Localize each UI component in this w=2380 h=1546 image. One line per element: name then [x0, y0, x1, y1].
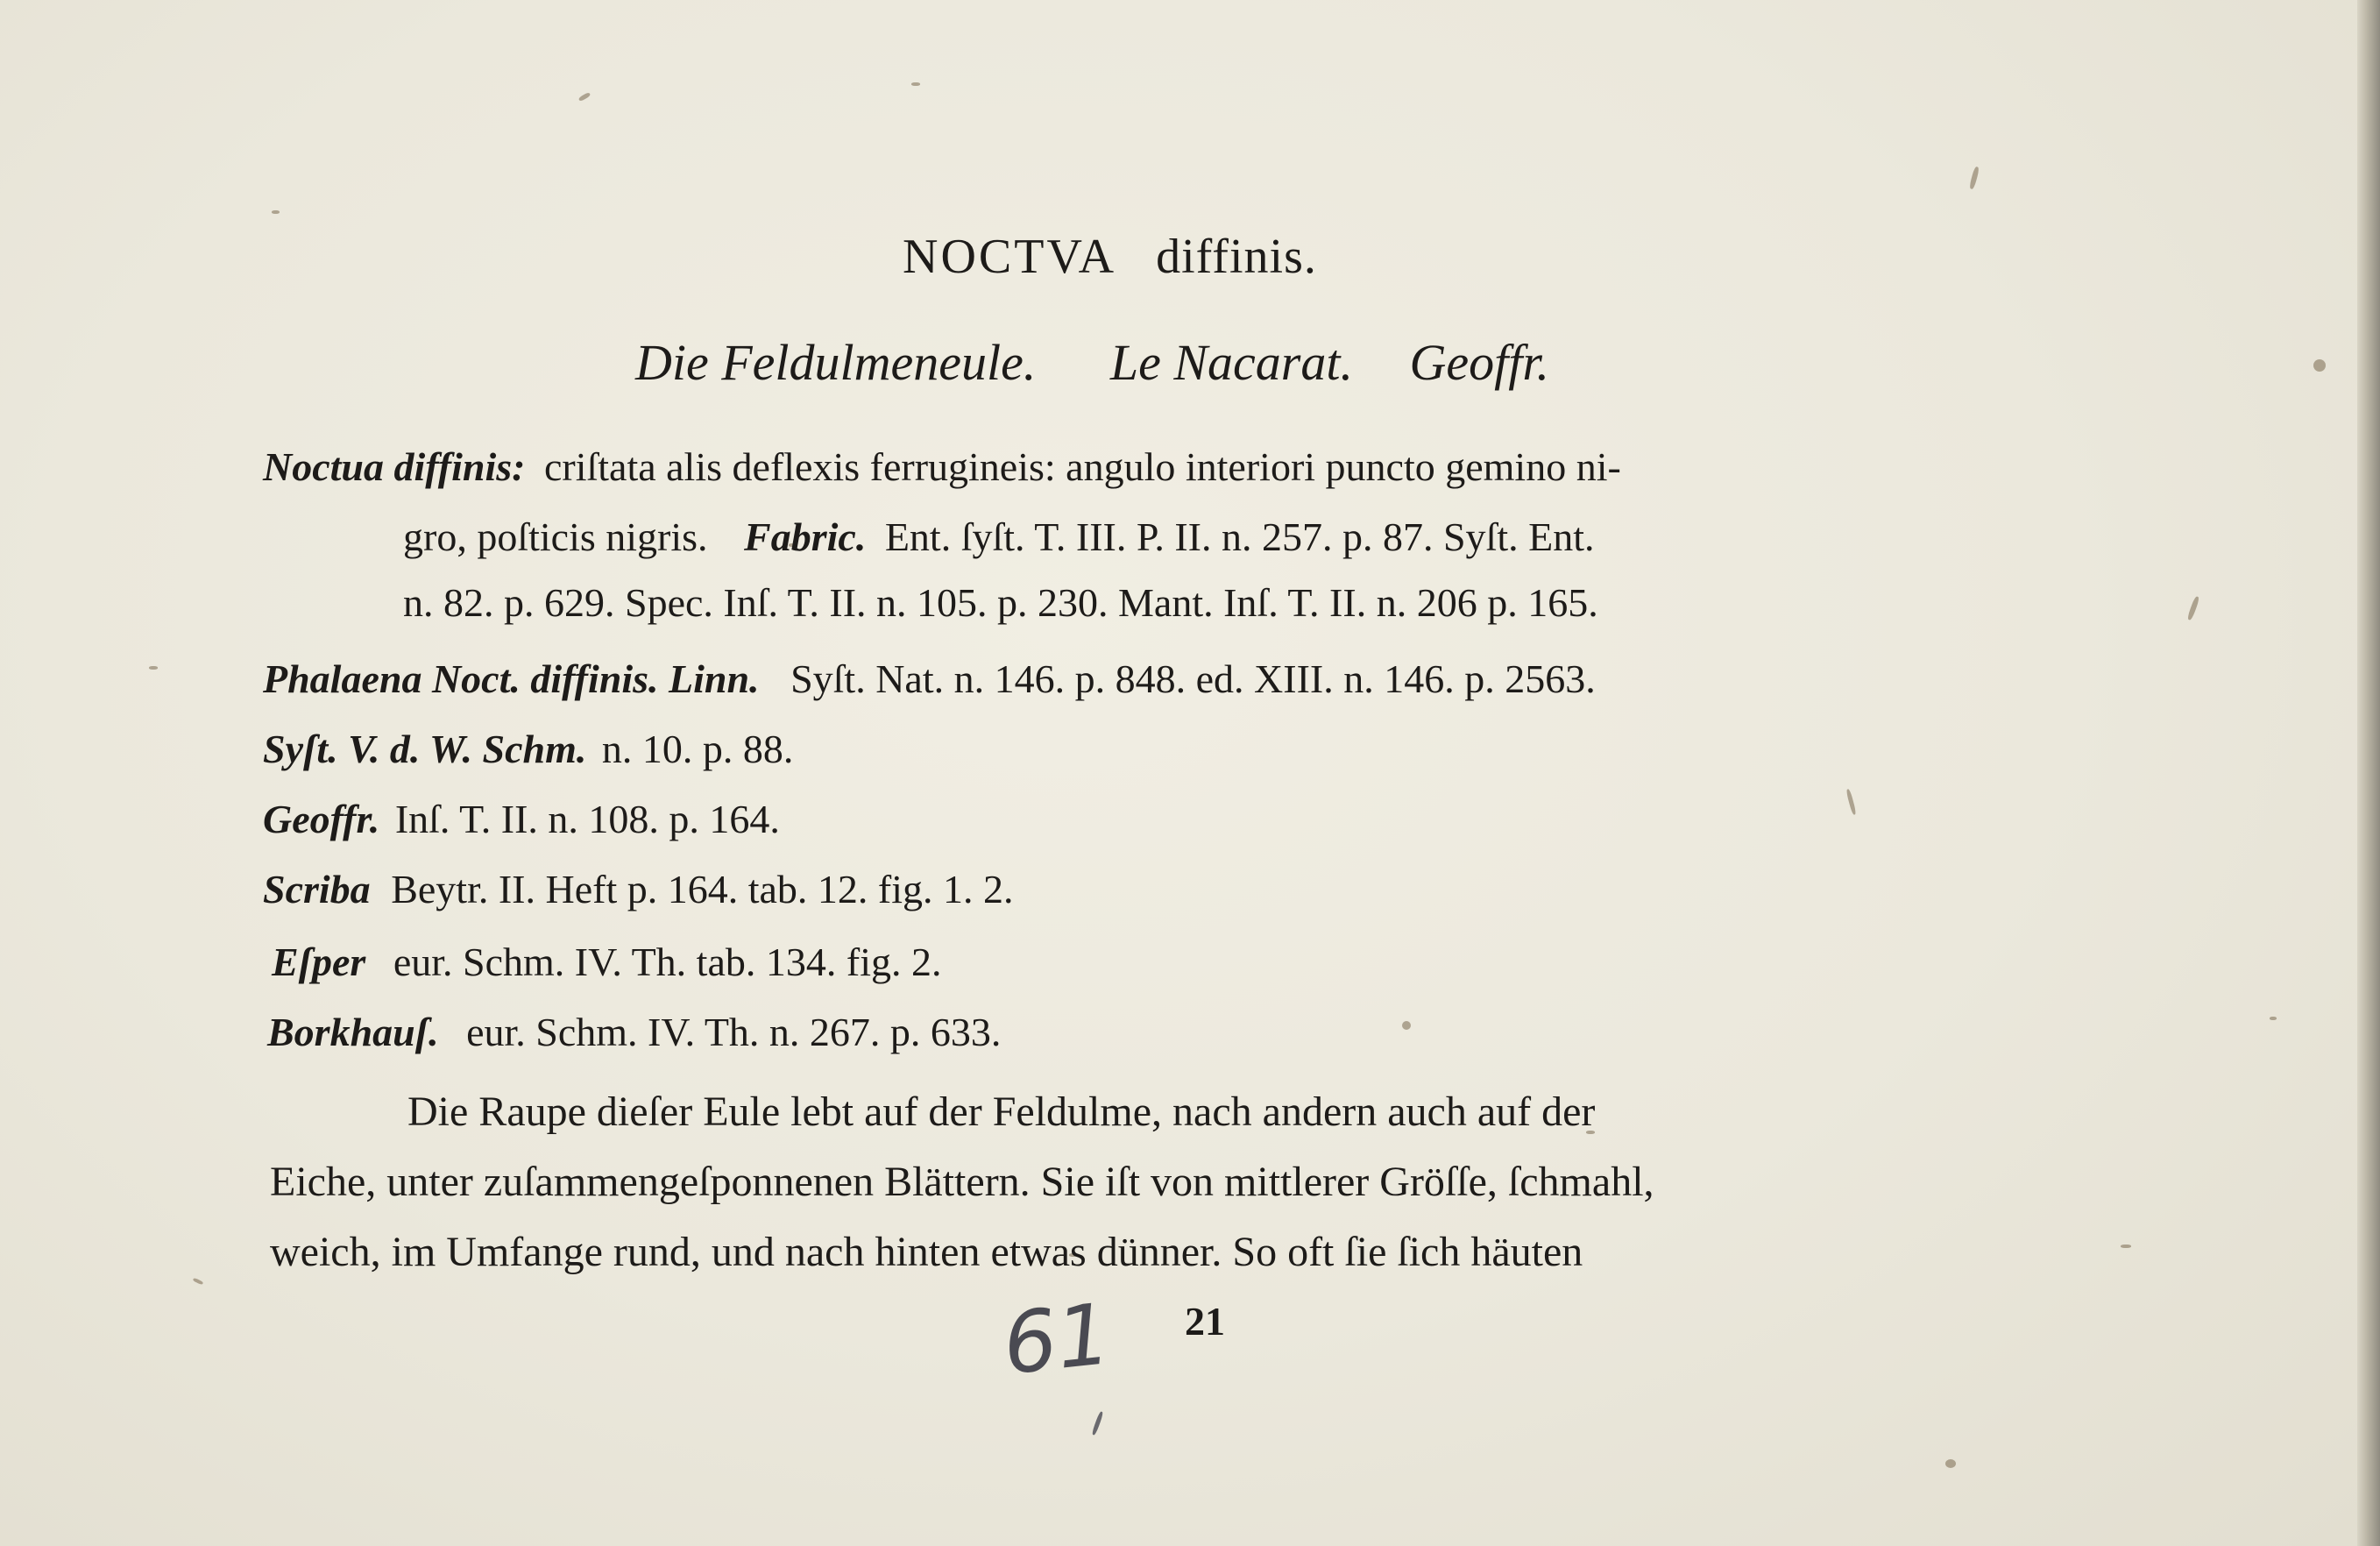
synonym-geoffr-reference: Inſ. T. II. n. 108. p. 164. — [394, 797, 780, 841]
synonym-noctua-text-2: gro, poſticis nigris. — [403, 514, 708, 559]
paper-fleck — [911, 82, 920, 86]
synonym-geoffr — [263, 799, 780, 840]
synonym-borkhaus-reference: eur. Schm. IV. Th. n. 267. p. 633. — [466, 1010, 1002, 1054]
species-heading — [903, 230, 1317, 284]
synonym-scriba-reference: Beytr. II. Heft p. 164. tab. 12. fig. 1. 2. — [391, 867, 1014, 911]
paper-fleck — [2313, 359, 2326, 372]
synonym-noctua-line-1 — [263, 444, 1621, 489]
paper-fleck — [2121, 1245, 2131, 1248]
synonym-noctua-text-1: criſtata alis deflexis ferrugineis: angulo interiori puncto gemino ni- — [543, 444, 1621, 489]
paper-fleck — [1969, 167, 1980, 190]
paper-fleck — [2270, 1017, 2277, 1020]
synonym-scriba — [263, 869, 1014, 910]
paper-fleck — [1945, 1459, 1956, 1468]
paper-fleck — [149, 666, 158, 670]
paper-fleck — [1402, 1021, 1411, 1030]
synonym-phalaena-reference: Syſt. Nat. n. 146. p. 848. ed. XIII. n. 146. p. 2563. — [790, 656, 1596, 701]
paper-fleck — [193, 1278, 204, 1286]
synonym-borkhaus — [267, 1012, 1001, 1053]
book-page-edge — [2357, 0, 2380, 1546]
synonym-noctua-text-3: n. 82. p. 629. Spec. Inſ. T. II. n. 105. p. 230. Mant. Inſ. T. II. n. 206 p. 165. — [403, 580, 1598, 625]
pencil-mark — [1091, 1411, 1103, 1436]
german-name: Die Feldulmeneule. — [635, 334, 1037, 391]
synonym-geoffr-name: Geoffr. — [263, 797, 380, 841]
species-name: diffinis. — [1156, 230, 1317, 284]
page-number: 21 — [1185, 1299, 1225, 1344]
french-name: Le Nacarat. — [1109, 334, 1353, 391]
description-line-2: Eiche, unter zuſammengeſponnenen Blättern. Sie iſt von mittlerer Gröſſe, ſchmahl, — [270, 1159, 1654, 1205]
description-line-3: weich, im Umfange rund, und nach hinten etwas dünner. So oft ſie ſich häuten — [270, 1229, 1583, 1275]
synonym-esper-name: Eſper — [272, 940, 366, 984]
synonym-syst-reference: n. 10. p. 88. — [601, 727, 794, 771]
handwritten-pencil-note: 61 — [998, 1284, 1116, 1394]
synonym-borkhaus-name: Borkhauſ. — [267, 1010, 439, 1054]
french-name-source: Geoffr. — [1409, 334, 1549, 391]
fabricius-reference: Ent. ſyſt. T. III. P. II. n. 257. p. 87. Syſt. Ent. — [884, 514, 1595, 559]
synonym-phalaena — [263, 656, 1596, 701]
paper-fleck — [578, 92, 591, 102]
synonym-phalaena-name: Phalaena Noct. diffinis. Linn. — [263, 656, 760, 701]
description-line-1: Die Raupe dieſer Eule lebt auf der Feldulme, nach andern auch auf der — [407, 1089, 1596, 1135]
fabricius-author: Fabric. — [744, 514, 867, 559]
common-names — [635, 334, 1549, 391]
synonym-noctua-line-3 — [403, 580, 1598, 625]
paper-fleck — [272, 210, 280, 214]
paper-fleck — [2186, 596, 2199, 621]
synonym-scriba-name: Scriba — [263, 867, 371, 911]
genus-name: NOCTVA — [903, 230, 1117, 284]
synonym-noctua-name: Noctua diffinis: — [263, 444, 526, 489]
synonym-esper — [272, 942, 941, 982]
synonym-syst-name: Syſt. V. d. W. Schm. — [263, 727, 587, 771]
synonym-noctua-line-2 — [403, 514, 1595, 559]
synonym-syst — [263, 729, 793, 769]
paper-fleck — [1845, 789, 1857, 815]
synonym-esper-reference: eur. Schm. IV. Th. tab. 134. fig. 2. — [393, 940, 942, 984]
